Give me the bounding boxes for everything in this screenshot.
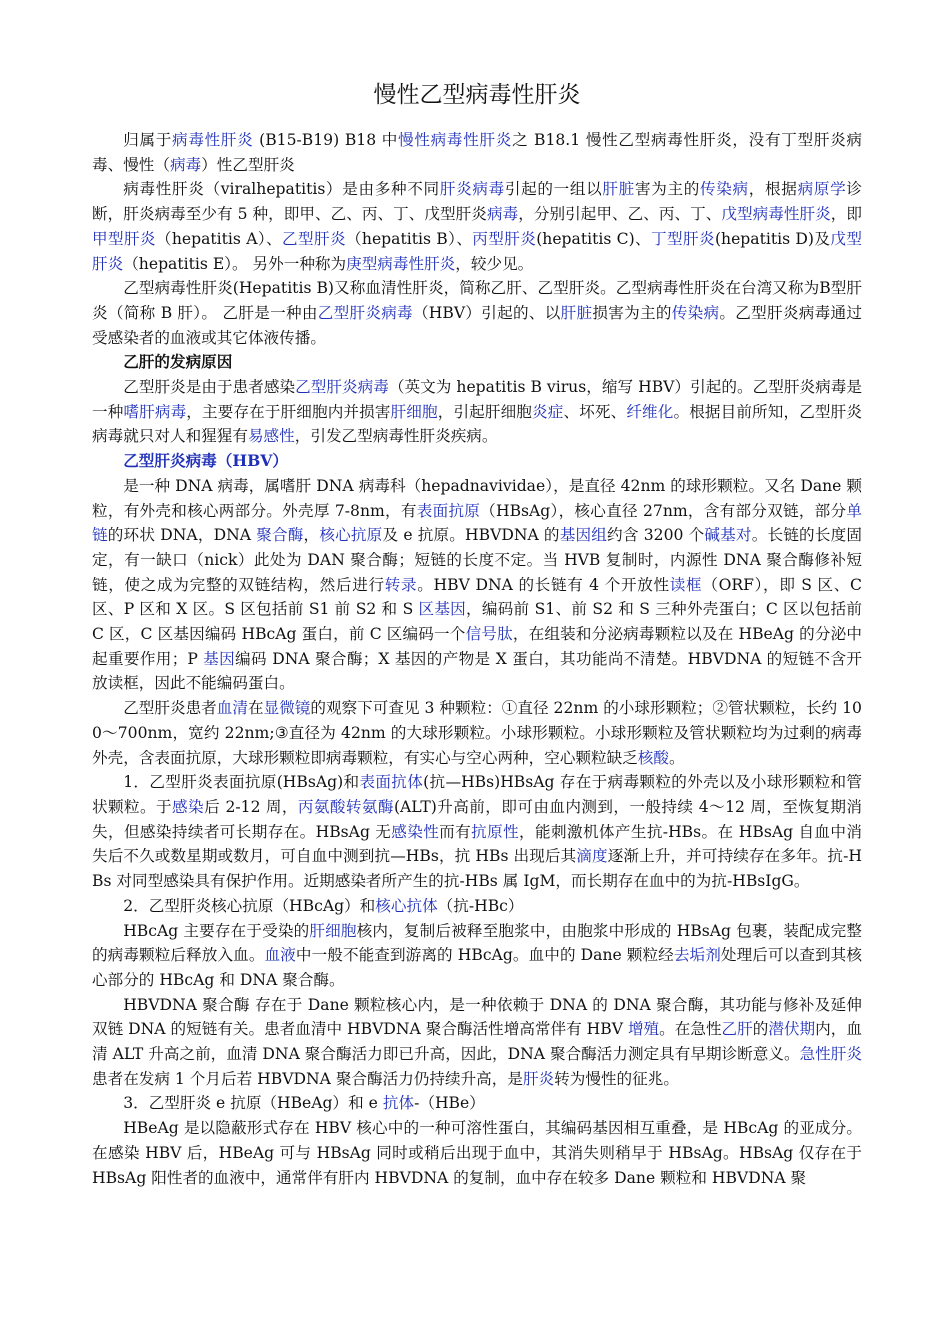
text-link[interactable]: 表面抗体	[359, 773, 424, 792]
text-run: （hepatitis A）、	[155, 229, 283, 248]
text-link[interactable]: 戊型病毒性肝炎	[721, 205, 831, 224]
text-link[interactable]: 核心抗体	[375, 896, 438, 915]
paragraph	[92, 128, 862, 177]
text-run: HBcAg 主要存在于受染的	[123, 921, 310, 940]
text-link[interactable]: 滴度	[576, 847, 608, 866]
text-run: 诊断，肝炎病毒至少有 5 种，即甲、乙、丙、丁、戊型肝炎	[92, 180, 862, 224]
paragraph	[92, 276, 862, 350]
text-run: HBVDNA 聚合酶 存在于 Dane 颗粒核心内，是一种依赖于 DNA 的 DNA 聚合酶，其功能与修补及延伸双链 DNA 的短链有关。患者血清中 HBVDNA 聚合酶活性增高常伴有 HBV	[92, 995, 862, 1039]
paragraph	[92, 1091, 862, 1116]
text-run: 患者在发病 1 个月后若 HBVDNA 聚合酶活力仍持续升高，是	[92, 1069, 523, 1088]
text-run: 1．乙型肝炎表面抗原(HBsAg)和	[123, 773, 360, 792]
text-link[interactable]: 区基因	[418, 600, 467, 619]
text-run: ，在组装和分泌病毒颗粒以及在 HBeAg 的分泌中起重要作用；P	[92, 625, 862, 668]
text-run: 后 2-12 周，	[204, 797, 298, 816]
text-link[interactable]: 血液	[264, 946, 296, 965]
paragraph	[92, 696, 862, 770]
paragraph	[92, 919, 862, 993]
text-link[interactable]: 传染病	[700, 180, 749, 199]
text-link[interactable]: 潜伏期	[768, 1020, 816, 1039]
text-run: (hepatitis D)及	[714, 229, 831, 248]
text-run: （HBV）引起的、以	[412, 303, 561, 322]
text-link[interactable]: 慢性病毒性肝炎	[398, 131, 513, 149]
text-link[interactable]: 庚型病毒性肝炎	[346, 254, 456, 273]
text-link[interactable]: 丙型肝炎	[472, 229, 537, 248]
text-link[interactable]: 乙型肝炎	[282, 229, 346, 248]
text-link[interactable]: 乙肝	[721, 1020, 753, 1039]
text-run: 。HBV DNA 的长链有 4 个开放性	[417, 575, 670, 594]
text-run: 之 B18.1 慢性乙型病毒性肝炎，没有丁型肝炎病毒、慢性（	[92, 131, 862, 174]
text-link[interactable]: 乙型肝炎病毒	[317, 303, 413, 322]
text-link[interactable]: 转录	[384, 575, 418, 594]
text-run: 病毒性肝炎（viralhepatitis）是由多种不同	[123, 180, 440, 199]
text-run: ，引发乙型病毒性肝炎疾病。	[294, 427, 498, 446]
text-link[interactable]: 丁型肝炎	[651, 229, 715, 248]
text-link[interactable]: 病原学	[797, 180, 847, 199]
document-page	[92, 70, 862, 1190]
page-title: 慢性乙型病毒性肝炎	[373, 82, 581, 108]
text-link[interactable]: 急性肝炎	[799, 1045, 862, 1064]
document-body	[92, 128, 862, 1190]
text-link[interactable]: 感染性	[391, 822, 440, 841]
paragraph	[92, 474, 862, 696]
text-run: 转为慢性的征兆。	[554, 1069, 679, 1088]
text-link[interactable]: 表面抗原	[416, 501, 481, 520]
text-run: ，主要存在于肝细胞内并损害	[186, 402, 391, 421]
text-run: 核内，复制后被释至胞浆中，由胞浆中形成的 HBsAg 包裹，装配成完整的病毒颗粒后释放入血。	[92, 921, 862, 965]
text-run: 在	[247, 699, 264, 718]
text-link[interactable]: 去垢剂	[673, 946, 721, 965]
section-heading-link[interactable]	[92, 449, 862, 474]
text-run: (ALT)升高前，即可由血内测到，一般持续 4～12 周，至恢复期消失，但感染持续者可长期存在。HBsAg 无	[92, 797, 862, 841]
text-link[interactable]: 纤维化	[626, 402, 674, 421]
text-run: ，	[303, 526, 320, 545]
text-run: 。根据目前所知，乙型肝炎病毒就只对人和猩猩有	[92, 402, 862, 446]
text-run: 。长链的长度固定，有一缺口（nick）此处为 DAN 聚合酶；短链的长度不定。当 HVB 复制时，内源性 DNA 聚合酶修补短链，使之成为完整的双链结构，然后进行	[92, 526, 862, 594]
text-link[interactable]: 乙型肝炎病毒	[295, 378, 389, 397]
text-link[interactable]: 单链	[92, 501, 862, 545]
text-run: HBeAg 是以隐蔽形式存在 HBV 核心中的一种可溶性蛋白，其编码基因相互重叠，是 HBcAg 的亚成分。在感染 HBV 后，HBeAg 可与 HBsAg 同时或稍后出现于血中，其消失则稍早于 HBsAg。HBsAg 仅存在于 HBsAg 阳性者的血液中，通常伴有肝内 HBVDNA 的复制，血中存在较多 Dane 颗粒和 HBVDNA 聚	[92, 1119, 862, 1187]
text-run: 害为主的	[634, 180, 700, 199]
text-run: 乙肝的发病原因	[123, 352, 233, 372]
text-link[interactable]: 核酸	[637, 748, 669, 767]
text-link[interactable]: 抗体	[382, 1094, 415, 1113]
text-link[interactable]: 感染	[172, 797, 205, 816]
text-run: （抗-HBc）	[437, 896, 524, 915]
text-run: 逐渐上升，并可持续存在多年。抗-HBs 对同型感染具有保护作用。近期感染者所产生的抗-HBs 属 IgM，而长期存在血中的为抗-HBsIgG。	[92, 847, 862, 891]
paragraph	[92, 1116, 862, 1190]
text-link[interactable]: 病毒性肝炎	[172, 131, 254, 149]
text-run: 编码 DNA 聚合酶；X 基因的产物是 X 蛋白，其功能尚不清楚。HBVDNA 的短链不含开放读框，因此不能编码蛋白。	[92, 649, 862, 693]
text-link[interactable]: 传染病	[671, 303, 720, 322]
text-link[interactable]: 肝炎病毒	[439, 180, 505, 199]
text-run: （HBsAg），核心直径 27nm，含有部分双链，部分	[480, 501, 847, 520]
text-link[interactable]: 核心抗原	[319, 526, 383, 545]
text-link[interactable]: 信号肽	[465, 625, 513, 644]
text-run: 中一般不能查到游离的 HBcAg。血中的 Dane 颗粒经	[295, 946, 674, 965]
paragraph	[92, 375, 862, 449]
text-link[interactable]: 病毒	[486, 205, 519, 224]
text-run: 归属于	[123, 131, 173, 149]
text-link[interactable]: 甲型肝炎	[92, 229, 156, 248]
text-run: 的观察下可查见 3 种颗粒：①直径 22nm 的小球形颗粒；②管状颗粒，长约 100～700nm，宽约 22nm;③直径为 42nm 的大球形颗粒。小球形颗粒。小球形颗粒及管状颗粒均为过剩的病毒外壳，含表面抗原，大球形颗粒即病毒颗粒，有实心与空心两种，空心颗粒缺乏	[92, 699, 862, 767]
text-run: 处理后可以查到其核心部分的 HBcAg 和 DNA 聚合酶。	[92, 946, 862, 989]
text-run: ，较少见。	[455, 254, 534, 273]
text-run: （hepatitis E）。 另外一种称为	[123, 254, 347, 273]
text-link[interactable]: 戊型肝炎	[92, 229, 862, 273]
text-run: 乙型肝炎是由于患者感染	[123, 378, 296, 397]
text-run: 。乙型肝炎病毒通过受感染者的血液或其它体液传播。	[92, 303, 862, 347]
text-link[interactable]: 聚合酶	[256, 526, 304, 545]
text-link[interactable]: 肝细胞	[390, 402, 438, 421]
text-run: 乙型肝炎患者	[123, 699, 217, 718]
text-link[interactable]: 丙氨酸转氨酶	[297, 797, 394, 816]
paragraph	[92, 770, 862, 894]
section-heading	[92, 350, 862, 375]
text-run: -（HBe）	[414, 1094, 485, 1113]
text-run: ，即	[830, 205, 862, 224]
text-link[interactable]: 肝炎	[522, 1069, 555, 1088]
text-link[interactable]: 抗原性	[471, 822, 520, 841]
text-link[interactable]: 基因	[203, 649, 236, 668]
text-link[interactable]: 肝脏	[602, 180, 635, 199]
text-run: （英文为 hepatitis B virus，缩写 HBV）引起的。乙型肝炎病毒是一种	[92, 378, 862, 421]
paragraph	[92, 993, 862, 1092]
text-run: 乙型肝炎病毒（HBV）	[123, 451, 288, 471]
text-run: 约含 3200 个	[607, 526, 705, 545]
text-run: ，根据	[748, 180, 798, 199]
text-run: (B15-B19) B18 中	[253, 131, 399, 149]
text-run: 3．乙型肝炎 e 抗原（HBeAg）和 e	[123, 1094, 383, 1113]
text-run: 乙型病毒性肝炎(Hepatitis B)又称血清性肝炎，简称乙肝、乙型肝炎。乙型病毒性肝炎在台湾又称为B型肝炎（简称 B 肝）。 乙肝是一种由	[92, 279, 862, 322]
text-run: (抗—HBs)HBsAg 存在于病毒颗粒的外壳以及小球形颗粒和管状颗粒。于	[92, 773, 862, 816]
text-link[interactable]: 增殖	[627, 1020, 660, 1039]
text-link[interactable]: 碱基对	[704, 526, 752, 545]
text-run: 的	[752, 1020, 769, 1039]
text-link[interactable]: 肝脏	[560, 303, 593, 322]
text-link[interactable]: 血清	[216, 699, 248, 718]
text-link[interactable]: 显微镜	[263, 699, 311, 718]
text-run: 。	[669, 748, 685, 767]
text-run: (hepatitis C)、	[536, 229, 652, 248]
text-run: 是一种 DNA 病毒，属嗜肝 DNA 病毒科（hepadnavividae），是直径 42nm 的球形颗粒。又名 Dane 颗粒，有外壳和核心两部分。外壳厚 7-8nm，有	[92, 476, 862, 520]
text-link[interactable]: 炎症	[532, 402, 564, 421]
text-run: 引起的一组以	[504, 180, 603, 199]
text-link[interactable]: 基因组	[559, 526, 608, 545]
text-link[interactable]: 病毒	[169, 155, 202, 174]
text-run: 。在急性	[659, 1020, 722, 1039]
text-run: 内，血清 ALT 升高之前，血清 DNA 聚合酶活力即已升高，因此，DNA 聚合酶活力测定具有早期诊断意义。	[92, 1020, 862, 1064]
text-run: 的环状 DNA，DNA	[107, 526, 257, 545]
text-link[interactable]: 易感性	[247, 427, 295, 446]
text-run: ，引起肝细胞	[437, 402, 533, 421]
text-link[interactable]: 嗜肝病毒	[123, 402, 187, 421]
text-link[interactable]: 读框	[669, 575, 703, 594]
text-run: ，分别引起甲、乙、丙、丁、	[518, 205, 722, 224]
text-run: ）性乙型肝炎	[201, 155, 295, 174]
text-run: 2．乙型肝炎核心抗原（HBcAg）和	[123, 896, 376, 915]
text-run: 、坏死、	[563, 402, 627, 421]
paragraph	[92, 177, 862, 276]
text-run: 损害为主的	[592, 303, 672, 322]
text-run: ，编码前 S1、前 S2 和 S 三种外壳蛋白；C 区以包括前 C 区，C 区基因编码 HBcAg 蛋白，前 C 区编码一个	[92, 600, 862, 644]
text-run: 而有	[439, 822, 472, 841]
text-run: （hepatitis B）、	[345, 229, 473, 248]
text-run: （ORF），即 S 区、C 区、P 区和 X 区。S 区包括前 S1 前 S2 和 S	[92, 575, 862, 619]
text-run: 及 e 抗原。HBVDNA 的	[382, 526, 560, 545]
paragraph	[92, 894, 862, 919]
text-run: ，能刺激机体产生抗-HBs。在 HBsAg 自血中消失后不久或数星期或数月，可自血中测到抗—HBs，抗 HBs 出现后其	[92, 822, 862, 866]
text-link[interactable]: 肝细胞	[309, 921, 357, 940]
